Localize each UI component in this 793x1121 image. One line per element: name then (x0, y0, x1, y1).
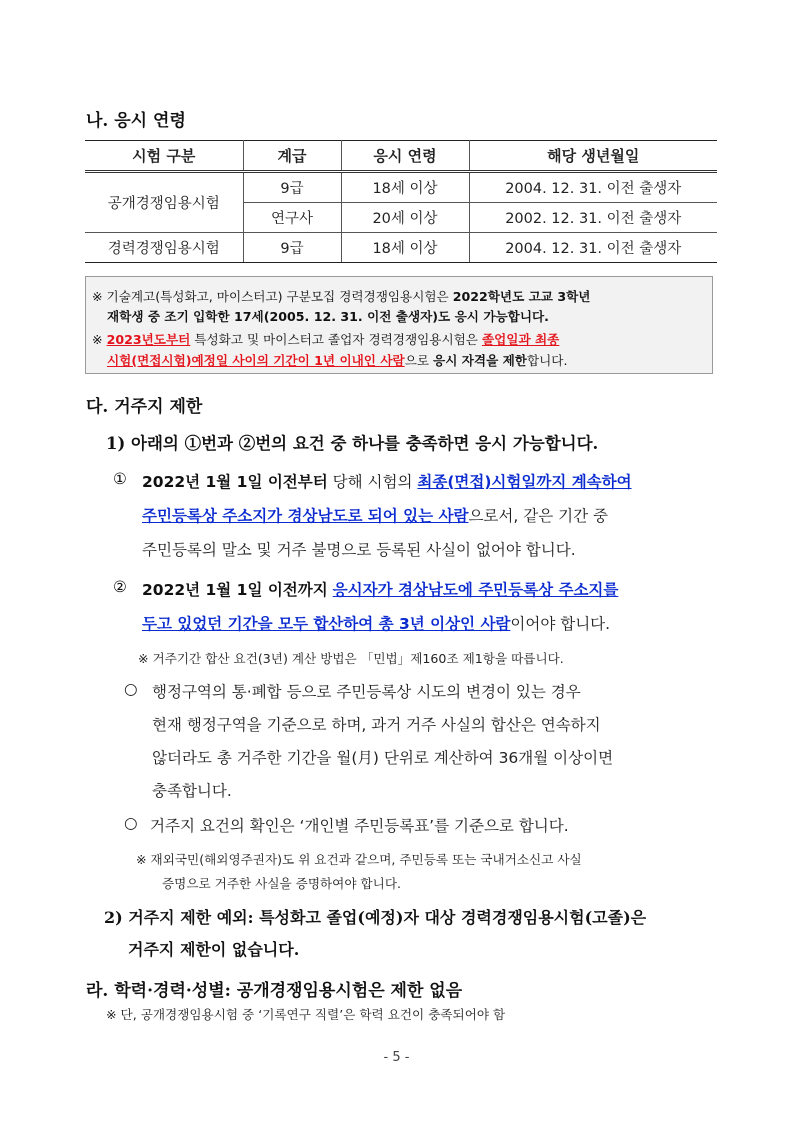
note-2-line-1 (92, 329, 559, 348)
cell-grade: 9급 (243, 233, 341, 263)
condition-1-line-3: 주민등록의 말소 및 거주 불명으로 등록된 사실이 없어야 합니다. (142, 541, 576, 559)
age-table (85, 140, 717, 263)
cell-birth: 2002. 12. 31. 이전 출생자 (469, 203, 717, 233)
note-1-line-1 (92, 286, 590, 305)
condition-highlight: 주민등록상 주소지가 경상남도로 되어 있는 사람 (142, 507, 469, 525)
bullet-1-line-2: 현재 행정구역을 기준으로 하며, 과거 거주 사실의 합산은 연속하지 (152, 716, 601, 734)
bullet-2-mark: ○ (124, 814, 138, 832)
note-text: 으로 (404, 353, 434, 368)
condition-highlight: 최종(면접)시험일까지 계속하여 (417, 473, 632, 491)
cell-grade: 9급 (243, 172, 341, 203)
note-text: 합니다. (526, 353, 568, 368)
cell-age: 18세 이상 (341, 233, 469, 263)
bullet-2-text: 거주지 요건의 확인은 ‘개인별 주민등록표’를 기준으로 합니다. (150, 817, 569, 835)
header-grade: 계급 (243, 141, 341, 172)
condition-bold: 2022년 1월 1일 이전까지 (142, 581, 328, 599)
bullet-2-note-line-1: ※ 재외국민(해외영주권자)도 위 요건과 같으며, 주민등록 또는 국내거소신고 사실 (136, 852, 582, 867)
bullet-1-mark: ○ (124, 680, 138, 698)
residence-item-1: 1) 아래의 ①번과 ②번의 요건 중 하나를 충족하면 응시 가능합니다. (106, 434, 599, 453)
condition-1-line-2 (142, 504, 608, 526)
condition-text: 당해 시험의 (327, 473, 418, 491)
condition-highlight: 두고 있었던 기간을 모두 합산하여 총 3년 이상인 사람 (142, 615, 511, 633)
condition-2-line-1 (142, 578, 618, 600)
condition-text: 이어야 합니다. (510, 615, 611, 633)
header-exam-type: 시험 구분 (85, 141, 243, 172)
note-red: 2023년도부터 (106, 332, 191, 347)
cell-birth: 2004. 12. 31. 이전 출생자 (469, 172, 717, 203)
note-bold: 응시 자격을 제한 (433, 353, 527, 368)
bullet-2-note-line-2: 증명으로 거주한 사실을 증명하여야 합니다. (162, 876, 401, 891)
note-red: 졸업일과 최종 (481, 332, 560, 347)
note-2-line-2 (107, 350, 567, 369)
section-heading-age: 나. 응시 연령 (86, 111, 186, 131)
condition-1-mark: ① (113, 470, 127, 488)
residence-item-2-line-2: 거주지 제한이 없습니다. (128, 940, 300, 959)
condition-2-line-2 (142, 612, 610, 634)
page-number: - 5 - (383, 1050, 410, 1065)
bullet-1-line-4: 충족합니다. (152, 782, 232, 800)
header-birthdate: 해당 생년월일 (469, 141, 717, 172)
residence-item-2-line-1: 2) 거주지 제한 예외: 특성화고 졸업(예정)자 대상 경력경쟁임용시험(고졸)은 (104, 908, 647, 927)
cell-category: 경력경쟁임용시험 (85, 233, 243, 263)
section-heading-education: 라. 학력·경력·성별: 공개경쟁임용시험은 제한 없음 (86, 981, 463, 1001)
bullet-1-line-1: 행정구역의 통·폐합 등으로 주민등록상 시도의 변경이 있는 경우 (152, 683, 581, 701)
header-age: 응시 연령 (341, 141, 469, 172)
condition-text: 으로서, 같은 기간 중 (468, 507, 608, 525)
condition-highlight: 응시자가 경상남도에 주민등록상 주소지를 (332, 581, 619, 599)
cell-category: 공개경쟁임용시험 (85, 172, 243, 233)
bullet-1-line-3: 않더라도 총 거주한 기간을 월(月) 단위로 계산하여 36개월 이상이면 (152, 749, 614, 767)
cell-age: 20세 이상 (341, 203, 469, 233)
section-heading-residence: 다. 거주지 제한 (86, 397, 203, 417)
table-row (85, 233, 717, 263)
cell-grade: 연구사 (243, 203, 341, 233)
table-header-row (85, 141, 717, 172)
condition-1-line-1 (142, 470, 632, 492)
note-1-line-2: 재학생 중 조기 입학한 17세(2005. 12. 31. 이전 출생자)도 응시 가능합니다. (107, 309, 549, 324)
note-text: 특성화고 및 마이스터고 졸업자 경력경쟁임용시험은 (190, 332, 482, 347)
cell-age: 18세 이상 (341, 172, 469, 203)
condition-2-mark: ② (113, 578, 127, 596)
note-bold: 2022학년도 고교 3학년 (452, 289, 591, 304)
table-row (85, 172, 717, 203)
note-text: ※ 기술계고(특성화고, 마이스터고) 구분모집 경력경쟁임용시험은 (92, 289, 453, 304)
cell-birth: 2004. 12. 31. 이전 출생자 (469, 233, 717, 263)
education-note: ※ 단, 공개경쟁임용시험 중 ‘기록연구 직렬’은 학력 요건이 충족되어야 함 (106, 1007, 506, 1022)
condition-2-note: ※ 거주기간 합산 요건(3년) 계산 방법은 「민법」제160조 제1항을 따릅니다. (138, 651, 564, 666)
condition-bold: 2022년 1월 1일 이전부터 (142, 473, 328, 491)
note-red: 시험(면접시험)예정일 사이의 기간이 1년 이내인 사람 (107, 353, 405, 368)
note-mark: ※ (92, 332, 107, 347)
